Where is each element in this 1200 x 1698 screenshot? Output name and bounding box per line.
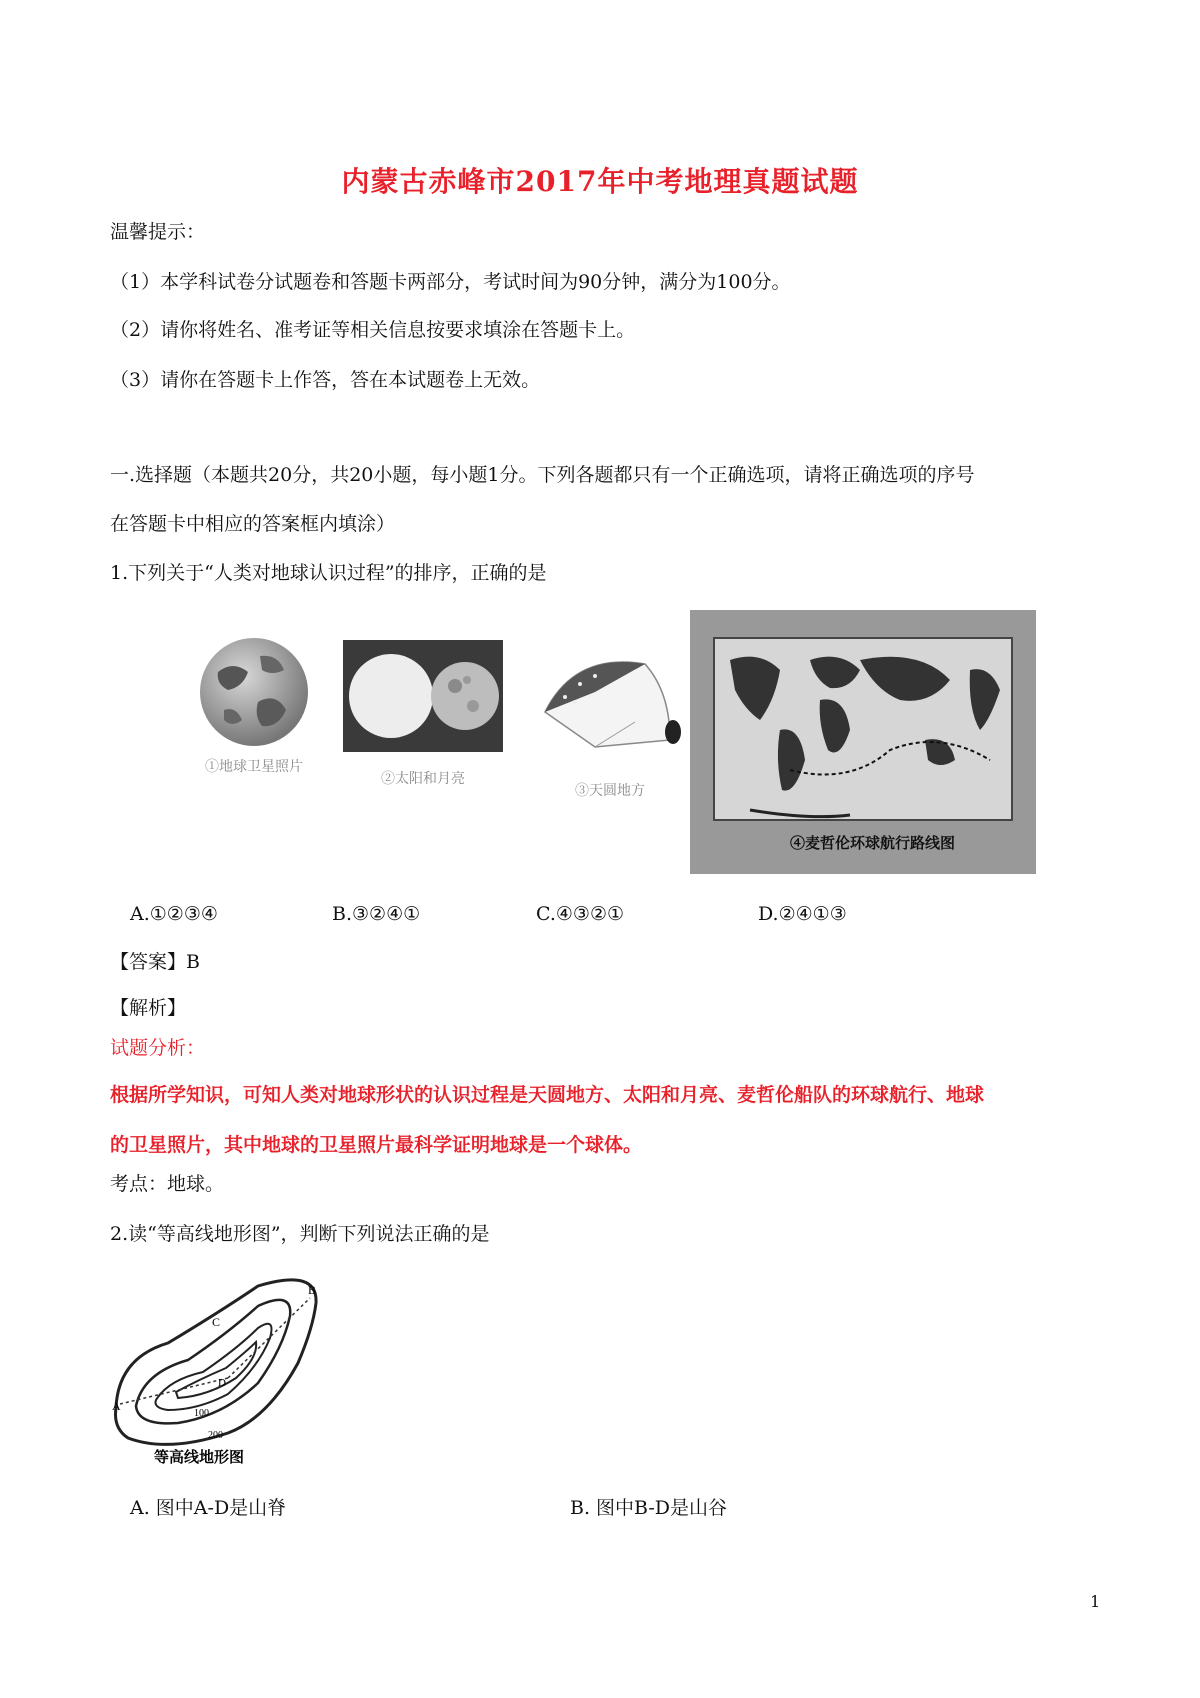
sun-and-moon-icon <box>343 640 503 752</box>
q1-analysis-line2: 的卫星照片，其中地球的卫星照片最科学证明地球是一个球体。 <box>110 1134 643 1156</box>
q1-analysis-heading: 试题分析： <box>110 1037 206 1059</box>
contour-label-a: A <box>112 1399 121 1413</box>
page-number: 1 <box>1090 1592 1101 1611</box>
figure-round-sky-square-earth <box>535 652 685 799</box>
notice-item-1: （1）本学科试卷分试题卷和答题卡两部分，考试时间为90分钟，满分为100分。 <box>110 271 791 293</box>
contour-value-200: 200 <box>208 1430 223 1441</box>
dome-sky-icon <box>535 652 685 752</box>
q1-keypoint: 考点：地球。 <box>110 1173 225 1195</box>
notice-heading: 温馨提示： <box>110 221 206 243</box>
q1-option-c: C.④③②① <box>536 903 625 925</box>
q1-analysis-line1: 根据所学知识，可知人类对地球形状的认识过程是天圆地方、太阳和月亮、麦哲伦船队的环球航行、地球 <box>110 1084 985 1106</box>
contour-label-c: C <box>212 1315 221 1329</box>
q1-option-b: B.③②④① <box>332 903 421 925</box>
question-2-stem: 2.读“等高线地形图”，判断下列说法正确的是 <box>110 1223 490 1245</box>
contour-label-d: D <box>218 1377 226 1389</box>
notice-item-3: （3）请你在答题卡上作答，答在本试题卷上无效。 <box>110 369 541 391</box>
question-1-stem: 1.下列关于“人类对地球认识过程”的排序，正确的是 <box>110 562 547 584</box>
q2-option-a: A. 图中A-D是山脊 <box>130 1497 287 1519</box>
figure-contour-map <box>108 1268 350 1470</box>
q2-option-b: B. 图中B-D是山谷 <box>570 1497 728 1519</box>
notice-item-2: （2）请你将姓名、准考证等相关信息按要求填涂在答题卡上。 <box>110 319 636 341</box>
contour-map-caption: 等高线地形图 <box>154 1448 245 1466</box>
q1-answer: 【答案】B <box>110 951 200 973</box>
contour-value-100: 100 <box>194 1408 209 1419</box>
q1-option-d: D.②④①③ <box>758 903 847 925</box>
figure-sun-and-moon <box>343 640 503 792</box>
q1-option-a: A.①②③④ <box>130 903 218 925</box>
section-instruction-line1: 一.选择题（本题共20分，共20小题，每小题1分。下列各题都只有一个正确选项，请将正确选项的序号 <box>110 464 975 486</box>
figure-earth-satellite-photo <box>188 632 320 792</box>
figure-caption-1: ①地球卫星照片 <box>205 759 303 775</box>
earth-globe-icon <box>188 632 320 752</box>
page-title: 内蒙古赤峰市2017年中考地理真题试题 <box>341 165 859 198</box>
section-instruction-line2: 在答题卡中相应的答案框内填涂） <box>110 513 396 535</box>
figure-caption-4: ④麦哲伦环球航行路线图 <box>790 834 956 852</box>
figure-magellan-route-map <box>690 610 1036 874</box>
contour-map-icon <box>108 1268 350 1470</box>
q1-analysis-label: 【解析】 <box>110 997 187 1019</box>
figure-caption-2: ②太阳和月亮 <box>381 771 465 787</box>
contour-label-b: B <box>308 1283 317 1297</box>
figure-caption-3: ③天圆地方 <box>575 783 645 799</box>
